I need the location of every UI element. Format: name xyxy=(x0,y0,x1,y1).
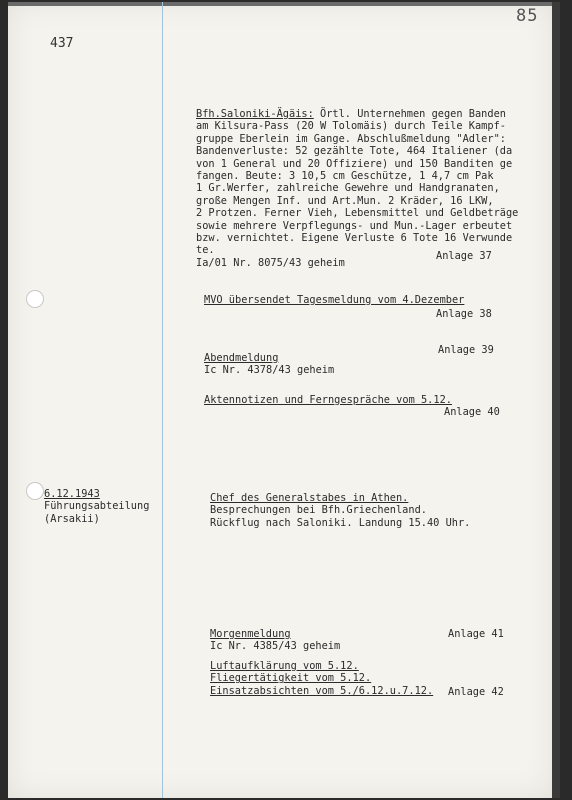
text-line: sowie mehrere Verpflegungs- und Mun.-Lager erbeutet xyxy=(196,219,513,232)
text-line: Luftaufklärung vom 5.12. xyxy=(210,660,359,672)
entry-heading: Bfh.Saloniki-Ägäis: xyxy=(196,108,314,120)
text-line: Bandenverluste: 52 gezählte Tote, 464 Italiener (da xyxy=(196,145,513,158)
text-line: Besprechungen bei Bfh.Griechenland. xyxy=(210,504,427,517)
anlage-41: Anlage 41 xyxy=(448,628,504,640)
entry-title: Morgenmeldung xyxy=(210,628,291,640)
entry-date: 6.12.1943 xyxy=(44,488,100,500)
unit-location: (Arsakii) xyxy=(44,512,100,525)
scan-edge-top xyxy=(8,2,554,6)
entry-mvo: MVO übersendet Tagesmeldung vom 4.Dezember xyxy=(204,294,465,306)
folio-left: 437 xyxy=(50,36,74,51)
punch-hole-icon xyxy=(26,290,44,308)
anlage-37: Anlage 37 xyxy=(436,250,492,262)
document-page xyxy=(8,2,554,798)
text-line: fangen. Beute: 3 10,5 cm Geschütze, 1 4,7 cm Pak xyxy=(196,170,494,183)
text-line: Örtl. Unternehmen gegen Banden xyxy=(313,108,506,120)
reference-number: Ic Nr. 4385/43 geheim xyxy=(210,640,341,653)
anlage-38: Anlage 38 xyxy=(436,308,492,320)
folio-right: 85 xyxy=(516,6,539,26)
entry-abendmeldung xyxy=(204,352,334,377)
margin-rule xyxy=(162,2,163,798)
text-line: bzw. vernichtet. Eigene Verluste 6 Tote 16 Verwunde xyxy=(196,232,513,245)
reference-number: Ia/01 Nr. 8075/43 geheim xyxy=(196,256,345,269)
text-line: große Mengen Inf. und Art.Mun. 2 Kräder, 16 LKW, xyxy=(196,194,494,207)
entry-morgenmeldung xyxy=(210,628,340,653)
text-line: gruppe Eberlein im Gange. Abschlußmeldung "Adler": xyxy=(196,132,506,145)
entry-chef xyxy=(210,492,470,529)
text-line: 1 Gr.Werfer, zahlreiche Gewehre und Handgranaten, xyxy=(196,182,500,195)
text-line: Fliegertätigkeit vom 5.12. xyxy=(210,672,372,685)
entry-title: Abendmeldung xyxy=(204,352,279,364)
reference-number: Ic Nr. 4378/43 geheim xyxy=(204,364,335,377)
anlage-40: Anlage 40 xyxy=(444,406,500,418)
text-line: von 1 General und 20 Offiziere) und 150 Banditen ge xyxy=(196,157,513,170)
text-line: te. xyxy=(196,244,215,257)
entry-aktennotizen: Aktennotizen und Ferngespräche vom 5.12. xyxy=(204,394,452,406)
entry-title: Chef des Generalstabes in Athen. xyxy=(210,492,409,504)
anlage-39: Anlage 39 xyxy=(438,344,494,356)
anlage-42: Anlage 42 xyxy=(448,686,504,698)
entry-luft xyxy=(210,660,433,697)
scan-edge-right xyxy=(552,2,560,798)
text-line: 2 Protzen. Ferner Vieh, Lebensmittel und Geldbeträge xyxy=(196,207,519,220)
date-block xyxy=(44,488,149,525)
text-line: Rückflug nach Saloniki. Landung 15.40 Uhr. xyxy=(210,516,471,529)
text-line: am Kilsura-Pass (20 W Tolomäis) durch Teile Kampf- xyxy=(196,120,506,133)
unit-name: Führungsabteilung xyxy=(44,500,150,513)
text-line: Einsatzabsichten vom 5./6.12.u.7.12. xyxy=(210,684,434,697)
punch-hole-icon xyxy=(26,482,44,500)
entry-bfh-saloniki xyxy=(196,108,518,269)
